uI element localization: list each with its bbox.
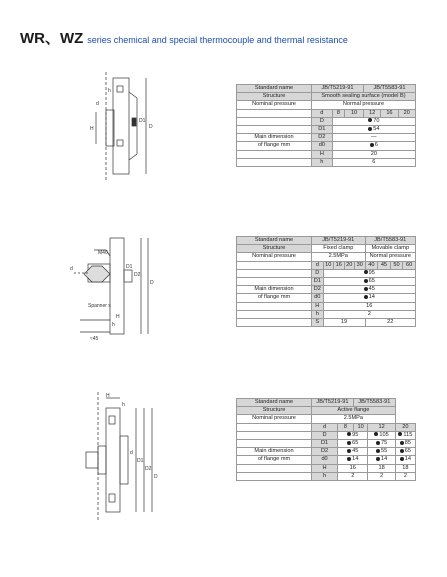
table-cell: JB/T5219-91	[312, 237, 366, 245]
table-cell: 50	[390, 261, 403, 269]
main-dimension-label: Main dimension	[237, 134, 312, 142]
dim-label: d	[130, 450, 133, 456]
table-cell: 20	[332, 150, 415, 158]
table-cell: Standard name	[237, 399, 312, 407]
table-cell: 14	[338, 456, 368, 464]
table-cell: 14	[395, 456, 415, 464]
table-cell: 8	[332, 109, 344, 117]
table-cell: H	[312, 302, 324, 310]
flange-drawing-clamp	[66, 232, 166, 342]
table-cell: Nominal pressure	[237, 101, 312, 109]
table-cell: 14	[323, 294, 415, 302]
table-cell: 65	[323, 278, 415, 286]
table-cell: Nominal pressure	[237, 253, 312, 261]
dim-label: H	[106, 393, 110, 399]
table-cell: D1	[312, 278, 324, 286]
main-dimension-label: of flange mm	[237, 294, 312, 302]
title-subtitle: series chemical and special thermocouple and thermal resistance	[87, 35, 348, 45]
table-cell: 6	[332, 158, 415, 166]
table-cell: D	[312, 117, 333, 125]
table-cell: 40	[365, 261, 378, 269]
table-cell: —	[332, 134, 415, 142]
spec-table-clamp	[236, 236, 416, 327]
table-cell: D	[312, 269, 324, 277]
dim-label: M40	[98, 250, 108, 256]
dim-label: D	[150, 280, 154, 286]
table-cell: Nominal pressure	[237, 415, 312, 423]
table-cell: 2	[395, 472, 415, 480]
table-cell: 45	[378, 261, 391, 269]
table-cell: d	[312, 423, 338, 431]
main-dimension-label: of flange mm	[237, 456, 312, 464]
table-cell: 19	[323, 319, 365, 327]
table-cell: 20	[398, 109, 415, 117]
table-cell: 14	[368, 456, 395, 464]
table-cell: 65	[395, 448, 415, 456]
dim-label: D1	[137, 458, 144, 464]
table-cell: 45	[323, 286, 415, 294]
table-cell: h	[312, 472, 338, 480]
dim-label: d	[96, 101, 99, 107]
table-cell: 18	[395, 464, 415, 472]
page-title	[20, 27, 348, 48]
dim-label: D2	[145, 466, 152, 472]
table-cell: 45	[338, 448, 368, 456]
spec-table-active-flange	[236, 398, 416, 481]
table-cell: 54	[332, 126, 415, 134]
table-cell: Smooth sealing surface (model B)	[312, 93, 416, 101]
table-cell: D1	[312, 440, 338, 448]
table-cell: D1	[312, 126, 333, 134]
table-cell: D2	[312, 134, 333, 142]
table-cell: H	[312, 464, 338, 472]
table-cell: 95	[338, 431, 368, 439]
main-dimension-label: Main dimension	[237, 448, 312, 456]
dim-label: D2	[134, 272, 141, 278]
table-cell: Structure	[237, 93, 312, 101]
table-cell: d	[312, 261, 324, 269]
dim-label: h	[108, 88, 111, 94]
dim-label: D1	[126, 264, 133, 270]
dim-label: h	[122, 402, 125, 408]
table-cell: Standard name	[237, 237, 312, 245]
table-cell: 2.5MPa	[312, 415, 396, 423]
table-cell: S	[312, 319, 324, 327]
table-cell: 10	[323, 261, 334, 269]
table-cell: Fixed clamp	[312, 245, 366, 253]
table-cell: D2	[312, 286, 324, 294]
table-cell: d0	[312, 142, 333, 150]
table-cell: 16	[338, 464, 368, 472]
table-cell: 16	[381, 109, 398, 117]
table-cell: D2	[312, 448, 338, 456]
table-cell: 70	[332, 117, 415, 125]
table-cell: Structure	[237, 245, 312, 253]
dim-label: Spanner s	[88, 303, 111, 309]
dim-label: H	[90, 126, 94, 132]
table-cell: Normal pressure	[365, 253, 415, 261]
table-cell: Movable clamp	[365, 245, 415, 253]
table-cell: 10	[345, 109, 364, 117]
dim-label: ≈45	[90, 336, 99, 342]
table-cell: JB/T5583-91	[365, 237, 415, 245]
dim-label: d	[70, 266, 73, 272]
table-cell: d	[312, 109, 333, 117]
table-cell: JB/T5219-91	[312, 85, 364, 93]
table-cell: 2	[323, 310, 415, 318]
table-cell: 20	[395, 423, 415, 431]
spec-table-smooth-sealing	[236, 84, 416, 167]
table-cell: 22	[365, 319, 415, 327]
table-cell: 105	[368, 431, 395, 439]
table-cell: Structure	[237, 407, 312, 415]
table-cell: 95	[323, 269, 415, 277]
main-dimension-label: Main dimension	[237, 286, 312, 294]
dim-label: H	[116, 314, 120, 320]
dim-label: D	[149, 124, 153, 130]
table-cell: h	[312, 310, 324, 318]
table-cell: Standard name	[237, 85, 312, 93]
table-cell: 55	[368, 448, 395, 456]
table-cell: 18	[368, 464, 395, 472]
table-cell: 85	[395, 440, 415, 448]
table-cell: 115	[395, 431, 415, 439]
table-cell: JB/T5583-91	[353, 399, 395, 407]
table-cell: 12	[368, 423, 395, 431]
table-cell: JB/T5583-91	[363, 85, 415, 93]
dim-label: h	[112, 322, 115, 328]
table-cell: 20	[344, 261, 355, 269]
table-cell: 8	[338, 423, 354, 431]
title-series: WR、WZ	[20, 30, 84, 47]
table-cell: 65	[338, 440, 368, 448]
table-cell: 60	[403, 261, 416, 269]
table-cell: 12	[363, 109, 380, 117]
table-cell: 30	[355, 261, 366, 269]
table-cell: 2	[368, 472, 395, 480]
main-dimension-label: of flange mm	[237, 142, 312, 150]
flange-drawing-active	[76, 392, 166, 522]
table-cell: 16	[323, 302, 415, 310]
table-cell: JB/T5219-91	[312, 399, 354, 407]
table-cell: Normal pressure	[312, 101, 416, 109]
table-cell: H	[312, 150, 333, 158]
table-cell: h	[312, 158, 333, 166]
table-cell: 6	[332, 142, 415, 150]
table-cell: 2	[338, 472, 368, 480]
dim-label: D1	[139, 118, 146, 124]
table-cell: 2.5MPa	[312, 253, 366, 261]
table-cell: d0	[312, 294, 324, 302]
table-cell: 75	[368, 440, 395, 448]
table-cell: d0	[312, 456, 338, 464]
table-cell: Active flange	[312, 407, 396, 415]
table-cell: 16	[334, 261, 345, 269]
table-cell: 10	[353, 423, 368, 431]
table-cell: D	[312, 431, 338, 439]
dim-label: D	[154, 474, 158, 480]
flange-drawing-smooth-sealing	[86, 72, 166, 182]
